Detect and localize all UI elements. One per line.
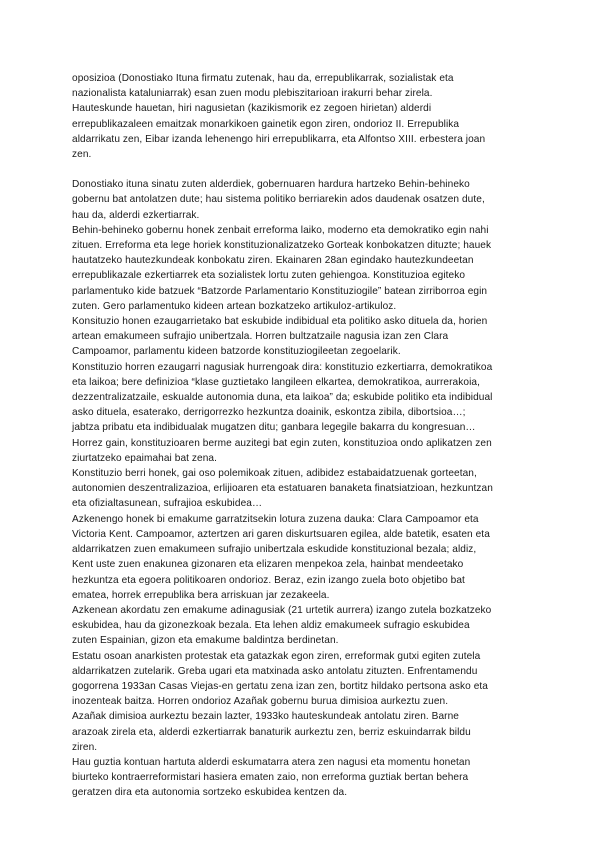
paragraph-12: Hau guztia kontuan hartuta alderdi eskumatarra atera zen nagusi eta momentu honetan biurteko kontraerreformistari hasiera ematen zaio, non erreforma guztiak bertan behera geratzen dira eta autonomia sortzeko eskubidea kentzen da. — [72, 756, 471, 799]
paragraph-6: Horrez gain, konstituzioaren berme auzitegi bat egin zuten, konstituzioa ondo aplikatzen zen ziurtatzeko epaimahai bat zena. — [72, 437, 492, 464]
paragraph-8: Azkenengo honek bi emakume garratzitsekin lotura zuzena dauka: Clara Campoamor eta Victoria Kent. Campoamor, aztertzen ari garen diskurtsuaren egilea, alde batetik, esaten eta aldarrikatzen zuen emakumeen sufrajio unibertzala eskudide konstituzional bezala; aldiz, Kent uste zuen enakunea gizonaren eta elizaren menpekoa zela, hainbat mendeetako hezkuntza eta egoera politikoaren ondorioz. Beraz, ezin izango zuela boto objetibo bat ematea, horrek errepublika bera arriskuan jar zezakeela. — [72, 513, 490, 601]
paragraph-10: Estatu osoan anarkisten protestak eta gatazkak egon ziren, erreformak gutxi egiten zutela aldarrikatzen zutelarik. Greba ugari eta matxinada asko antolatu zituzten. Enfrentamendu gogorrena 1933an Casas Viejas-en gertatu zena izan zen, bortitz hildako pertsona asko eta inozenteak baitza. Horren ondorioz Azañak gobernu burua dimisioa aurkeztu zuen. — [72, 650, 488, 708]
paragraph-9: Azkenean akordatu zen emakume adinagusiak (21 urtetik aurrera) izango zutela bozkatzeko eskubidea, hau da gizonezkoak bezala. Eta lehen aldiz emakumeek sufragio eskubidea zuten Espainian, gizon eta emakume baldintza berdinetan. — [72, 604, 492, 647]
paragraph-3: Behin-behineko gobernu honek zenbait erreforma laiko, moderno eta demokratiko egin nahi zituen. Erreforma eta lege horiek konstituzionalizatzeko Gorteak konbokatzen dituzte; hauek hautatzeko hautezkundeak konbokatu ziren. Ekainaren 28an egindako hautezkundeetan errepublikazale ezkertiarrek eta sozialistek lortu zuten gehiengoa. Konstituzioa egiteko parlamentuko kide batzuek “Batzorde Parlamentario Konstituziogile” batean zirriborroa egin zuten. Gero parlamentuko kideen artean bozkatzeko artikuloz-artikuloz. — [72, 224, 492, 312]
paragraph-7: Konstituzio berri honek, gai oso polemikoak zituen, adibidez estabaidatzuenak gorteetan, autonomien deszentralizazioa, erlijioaren eta estatuaren banaketa finatsiatzioan, hezkuntzan eta ofizialtasunean, sufrajioa eskubidea… — [72, 468, 493, 510]
paragraph-4: Konsituzio honen ezaugarrietako bat eskubide indibidual eta politiko asko dituela da, horien artean emakumeen sufrajio unibertzala. Horren bultzatzaile nagusia izan zen Clara Campoamor, parlamentu kideen batzorde konstituziogileetan zegoelarik. — [72, 316, 488, 358]
paragraph-1: oposizioa (Donostiako Ituna firmatu zutenak, hau da, errepublikarrak, sozialistak eta nazionalista kataluniarrak) esan zuen modu plebiszitarioan irakurri behar zirela. Hauteskunde hauetan, hiri nagusietan (kazikismorik ez zegoen hirietan) alderdi errepublikazaleen emaitzak monarkikoen gainetik egon ziren, ondorioz II. Errepublika aldarrikatu zen, Eibar izanda lehenengo hiri errepublikarra, eta Alfontso XIII. erbestera joan zen. — [72, 73, 486, 161]
paragraph-11: Azañak dimisioa aurkeztu bezain lazter, 1933ko hauteskundeak antolatu ziren. Barne arazoak zirela eta, alderdi ezkertiarrak banaturik aurkeztu zen, berriz eskuindarrak bildu ziren. — [72, 711, 471, 753]
paragraph-2: Donostiako ituna sinatu zuten alderdiek, gobernuaren hardura hartzeko Behin-behineko gobernu bat antolatzen dute; hau sistema politiko berriarekin ados daudenak osatzen dute, hau da, alderdi ezkertiarrak. — [72, 179, 485, 221]
paragraph-5: Konstituzio horren ezaugarri nagusiak hurrengoak dira: konstituzio ezkertiarra, demokratikoa eta laikoa; bere definizioa “klase guztietako langileen elkartea, demokratikoa, aurrerakoia, dezzentralizatzaile, eskualde autonomia duna, eta laikoa” da; eskubide politiko eta indibidual asko dituela, esaterako, derrigorrezko hezkuntza doainik, eskontza zibila, dibortsioa…; jabtza pribatu eta indibidualak mugatzen ditu; ganbara legegile bakarra du kongresuan… — [72, 361, 493, 434]
paragraph-spacer — [72, 162, 520, 177]
